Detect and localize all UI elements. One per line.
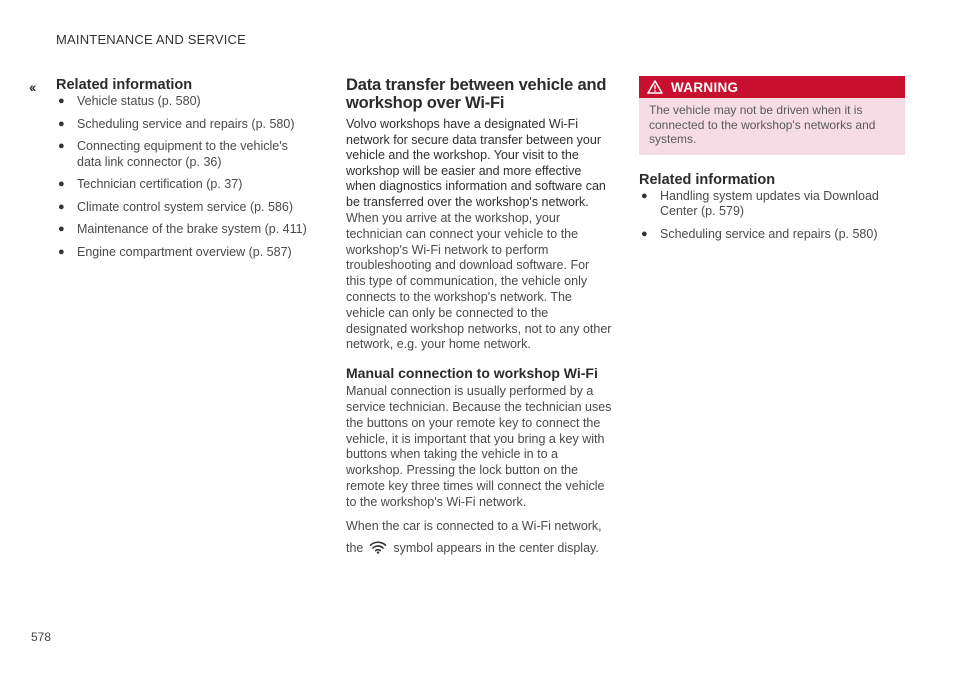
bullet-icon: ● <box>58 117 65 130</box>
warning-triangle-icon <box>647 80 663 94</box>
intro-paragraph: Volvo workshops have a designated Wi-Fi network for secure data transfer between your vehicle and the workshop. Your visit to the workshop will be easier and more effective when diagnostics information and software can be transferred over the workshop's network. <box>346 117 606 209</box>
manual-connection-paragraph: Manual connection is usually performed by a service technician. Because the technician uses the buttons on your remote key to connect the vehicle, it is important that you bring a key with buttons when taking the vehicle in to a workshop. Pressing the lock button on the remote key three times will connect the vehicle to the workshop's Wi-Fi network. <box>346 384 612 509</box>
right-related-section <box>639 171 905 243</box>
related-link[interactable]: ● Climate control system service (p. 586) <box>58 199 294 214</box>
wifi-symbol-paragraph: When the car is connected to a Wi-Fi network, the symbol appears in the center display. <box>346 518 602 556</box>
related-info-list <box>56 94 314 260</box>
warning-text: The vehicle may not be driven when it is connected to the workshop's networks and systems. <box>639 98 905 155</box>
running-header: MAINTENANCE AND SERVICE <box>56 32 247 47</box>
related-link[interactable]: ● Handling system updates via Download Center (p. 579) <box>641 188 879 218</box>
related-info-heading: Related information <box>639 171 776 188</box>
middle-column <box>346 76 612 557</box>
bullet-icon: ● <box>58 95 65 107</box>
related-link[interactable]: ● Vehicle status (p. 580) <box>58 94 201 108</box>
bullet-icon: ● <box>58 223 65 235</box>
left-column <box>56 76 314 267</box>
related-info-heading: Related information <box>56 77 193 93</box>
warning-box <box>639 76 905 155</box>
section-title: Data transfer between vehicle and workshop over Wi-Fi <box>346 76 607 112</box>
related-link[interactable]: ● Maintenance of the brake system (p. 411) <box>58 222 307 236</box>
continued-marker: ‹‹ <box>29 79 35 95</box>
page-number: 578 <box>31 630 52 644</box>
body-paragraph: When you arrive at the workshop, your technician can connect your vehicle to the workshop's Wi-Fi network to perform troubleshooting and download software. For this type of communication, the vehicle only connects to the workshop's network. The vehicle can only be connected to the designated workshop networks, not to any other network, e.g. your home network. <box>346 211 612 352</box>
warning-label: WARNING <box>671 79 739 95</box>
bullet-icon: ● <box>58 178 65 190</box>
bullet-icon: ● <box>641 227 648 240</box>
warning-header <box>639 76 905 98</box>
related-link[interactable]: ● Connecting equipment to the vehicle's data link connector (p. 36) <box>58 139 288 169</box>
bullet-icon: ● <box>58 140 65 152</box>
related-link[interactable]: ● Technician certification (p. 37) <box>58 177 243 191</box>
bullet-icon: ● <box>58 245 65 258</box>
related-info-list <box>639 189 905 243</box>
manual-connection-heading: Manual connection to workshop Wi-Fi <box>346 365 598 382</box>
related-link[interactable]: ● Engine compartment overview (p. 587) <box>58 244 292 259</box>
bullet-icon: ● <box>58 200 65 213</box>
wifi-icon <box>369 540 387 554</box>
related-link[interactable]: ● Scheduling service and repairs (p. 580) <box>58 116 295 131</box>
right-column <box>639 76 905 249</box>
related-link[interactable]: ● Scheduling service and repairs (p. 580) <box>641 226 878 241</box>
bullet-icon: ● <box>641 189 648 202</box>
